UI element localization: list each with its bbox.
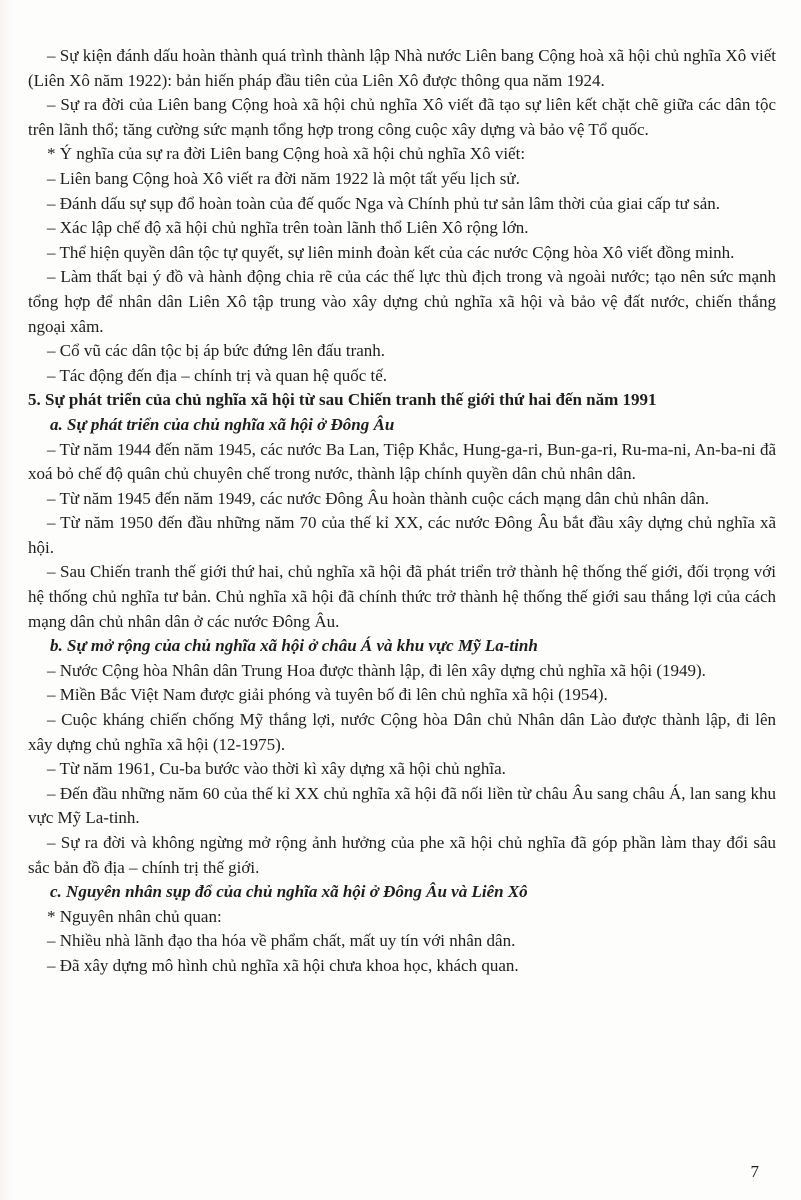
paragraph: – Làm thất bại ý đồ và hành động chia rẽ của các thế lực thù địch trong và ngoài nước; tạo nên sức mạnh tổng hợp để nhân dân Liên Xô tập trung vào xây dựng chủ nghĩa xã hội và bảo vệ đất nước, chiến thắng ngoại xâm. xyxy=(28,267,776,336)
paragraph: – Từ năm 1945 đến năm 1949, các nước Đông Âu hoàn thành cuộc cách mạng dân chủ nhân dân. xyxy=(47,488,710,508)
page-number: 7 xyxy=(750,1162,759,1181)
section-heading: 5. Sự phát triển của chủ nghĩa xã hội từ sau Chiến tranh thế giới thứ hai đến năm 1991 xyxy=(28,390,657,410)
paragraph: – Nước Cộng hòa Nhân dân Trung Hoa được thành lập, đi lên xây dựng chủ nghĩa xã hội (1949). xyxy=(47,660,706,680)
paragraph: – Cổ vũ các dân tộc bị áp bức đứng lên đấu tranh. xyxy=(47,341,386,361)
paragraph: * Nguyên nhân chủ quan: xyxy=(47,906,222,926)
subsection-heading: a. Sự phát triển của chủ nghĩa xã hội ở Đông Âu xyxy=(50,414,395,434)
paragraph: – Đã xây dựng mô hình chủ nghĩa xã hội chưa khoa học, khách quan. xyxy=(47,955,519,975)
paragraph: – Từ năm 1961, Cu-ba bước vào thời kì xây dựng xã hội chủ nghĩa. xyxy=(47,759,506,779)
paragraph: – Từ năm 1950 đến đầu những năm 70 của thế kỉ XX, các nước Đông Âu bắt đầu xây dựng chủ nghĩa xã hội. xyxy=(28,513,776,557)
paragraph: – Thể hiện quyền dân tộc tự quyết, sự liên minh đoàn kết của các nước Cộng hòa Xô viết đồng minh. xyxy=(47,242,735,262)
paragraph: – Sự ra đời của Liên bang Cộng hoà xã hội chủ nghĩa Xô viết đã tạo sự liên kết chặt chẽ giữa các dân tộc trên lãnh thổ; tăng cường sức mạnh tổng hợp trong công cuộc xây dựng và bảo vệ Tổ quốc. xyxy=(28,95,776,139)
paragraph: – Xác lập chế độ xã hội chủ nghĩa trên toàn lãnh thổ Liên Xô rộng lớn. xyxy=(47,218,529,238)
paragraph: – Sự kiện đánh dấu hoàn thành quá trình thành lập Nhà nước Liên bang Cộng hoà xã hội chủ nghĩa Xô viết (Liên Xô năm 1922): bản hiến pháp đầu tiên của Liên Xô được thông qua năm 1924. xyxy=(28,46,776,90)
paragraph: – Nhiều nhà lãnh đạo tha hóa về phẩm chất, mất uy tín với nhân dân. xyxy=(47,931,516,951)
paragraph: – Tác động đến địa – chính trị và quan hệ quốc tế. xyxy=(47,365,388,385)
subsection-heading: b. Sự mở rộng của chủ nghĩa xã hội ở châu Á và khu vực Mỹ La-tinh xyxy=(50,636,538,656)
paragraph: – Đánh dấu sự sụp đổ hoàn toàn của đế quốc Nga và Chính phủ tư sản lâm thời của giai cấp tư sản. xyxy=(47,193,721,213)
paragraph: – Đến đầu những năm 60 của thế kỉ XX chủ nghĩa xã hội đã nối liền từ châu Âu sang châu Á, lan sang khu vực Mỹ La-tinh. xyxy=(28,783,776,828)
paragraph: – Sự ra đời và không ngừng mở rộng ảnh hưởng của phe xã hội chủ nghĩa đã góp phần làm thay đổi sâu sắc bản đồ địa – chính trị thế giới. xyxy=(28,833,776,877)
document-body xyxy=(28,44,776,979)
subsection-heading: c. Nguyên nhân sụp đổ của chủ nghĩa xã hội ở Đông Âu và Liên Xô xyxy=(50,882,528,902)
paragraph: – Cuộc kháng chiến chống Mỹ thắng lợi, nước Cộng hòa Dân chủ Nhân dân Lào được thành lập, đi lên xây dựng chủ nghĩa xã hội (12-1975). xyxy=(28,710,776,754)
paragraph: – Liên bang Cộng hoà Xô viết ra đời năm 1922 là một tất yếu lịch sử. xyxy=(47,168,520,188)
paragraph: * Ý nghĩa của sự ra đời Liên bang Cộng hoà xã hội chủ nghĩa Xô viết: xyxy=(47,144,526,164)
paragraph: – Từ năm 1944 đến năm 1945, các nước Ba Lan, Tiệp Khắc, Hung-ga-ri, Bun-ga-ri, Ru-ma-ni, An-ba-ni đã xoá bỏ chế độ quân chủ chuyên chế trong nước, thành lập chính quyền dân chủ nhân dân. xyxy=(28,439,776,484)
paragraph: – Miền Bắc Việt Nam được giải phóng và tuyên bố đi lên chủ nghĩa xã hội (1954). xyxy=(47,685,608,705)
paragraph: – Sau Chiến tranh thế giới thứ hai, chủ nghĩa xã hội đã phát triển trở thành hệ thống thế giới, đối trọng với hệ thống chủ nghĩa tư bản. Chủ nghĩa xã hội đã chính thức trở thành hệ thống thế giới sau thắng lợi của cách mạng dân chủ nhân dân ở các nước Đông Âu. xyxy=(28,562,776,631)
